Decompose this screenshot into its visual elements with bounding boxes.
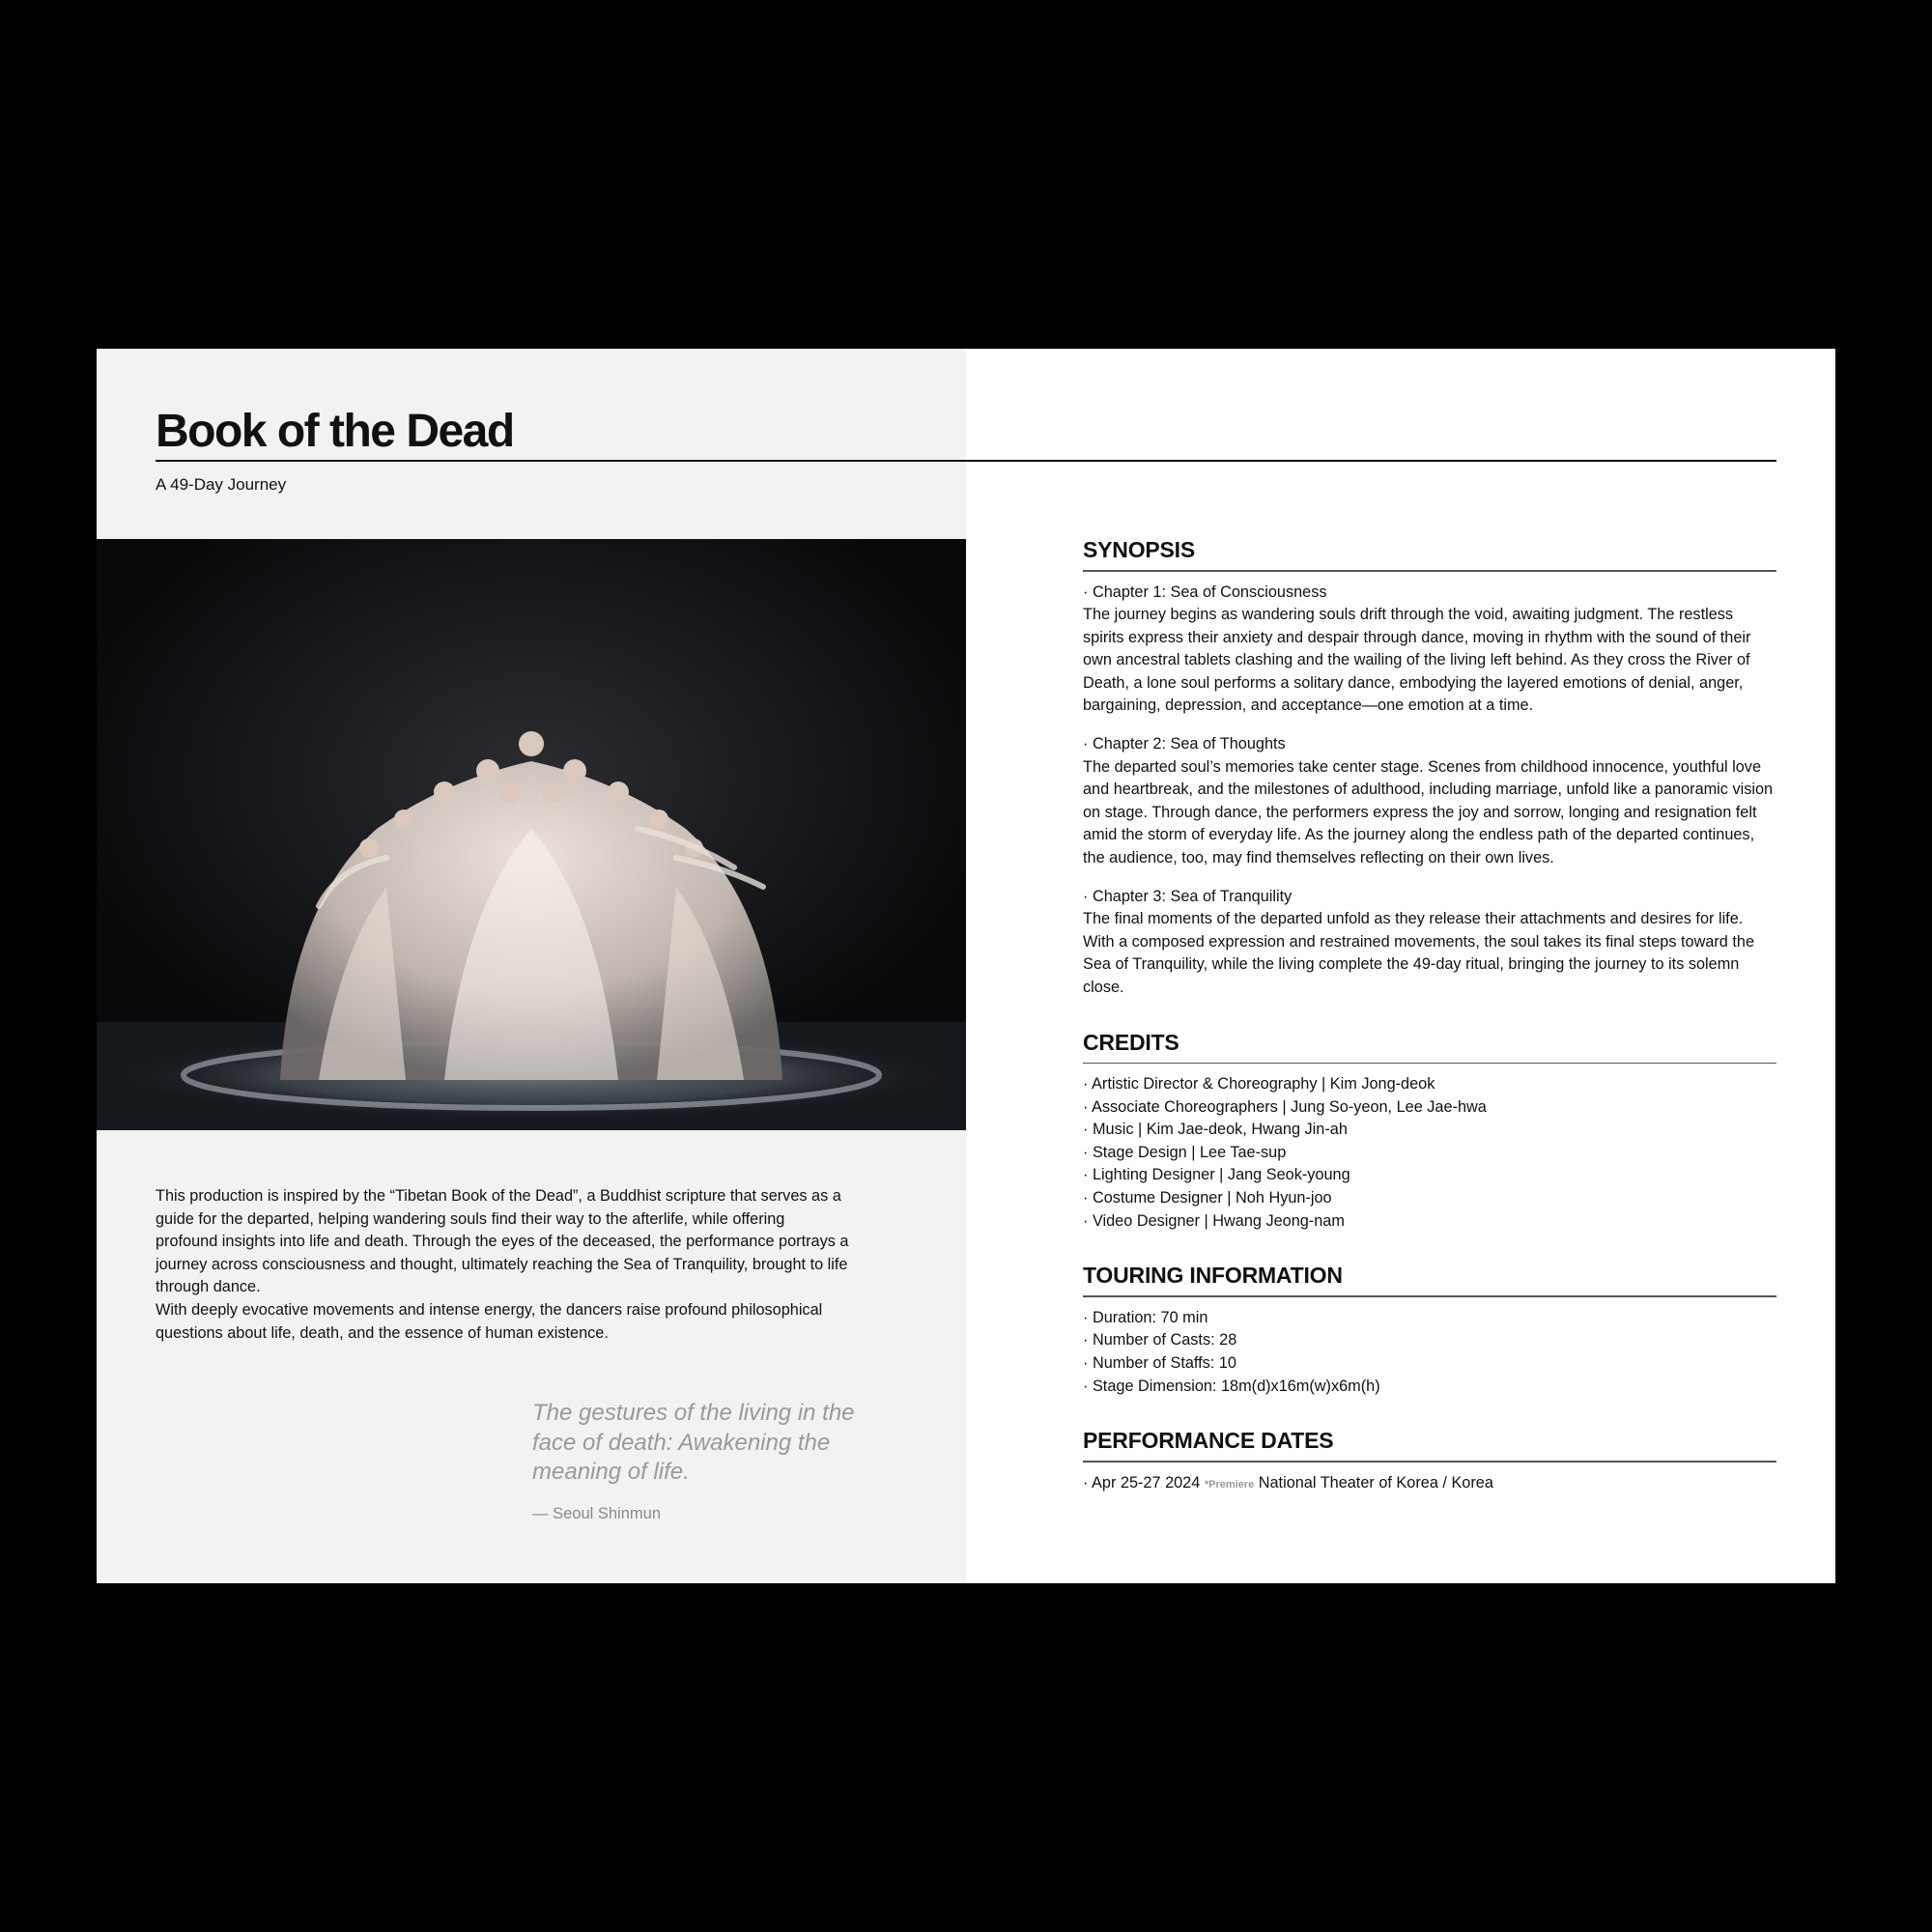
- list-item: · Costume Designer | Noh Hyun-joo: [1083, 1189, 1332, 1208]
- date-value: · Apr 25-27 2024: [1083, 1473, 1201, 1492]
- chapter-item: [1083, 733, 1776, 870]
- credits-section: [1083, 1029, 1776, 1234]
- synopsis-section: [1083, 536, 1776, 1000]
- credits-heading: CREDITS: [1083, 1029, 1179, 1055]
- list-item: · Number of Casts: 28: [1083, 1331, 1237, 1350]
- touring-section: [1083, 1262, 1776, 1398]
- venue-value: National Theater of Korea / Korea: [1258, 1473, 1493, 1492]
- chapter-text: The final moments of the departed unfold as they release their attachments and desires for life. With a composed expression and restrained movements, the soul takes its final steps toward the Sea of Tranquility, while the living complete the 49-day ritual, bringing the journey to its solemn close.: [1083, 910, 1755, 996]
- press-quote: The gestures of the living in the face of death: Awakening the meaning of life.: [532, 1400, 855, 1485]
- date-entry: [1083, 1472, 1776, 1497]
- dates-heading: PERFORMANCE DATES: [1083, 1428, 1334, 1454]
- chapter-item: [1083, 886, 1776, 1000]
- list-item: · Associate Choreographers | Jung So-yeon, Lee Jae-hwa: [1083, 1097, 1487, 1116]
- intro-text: [156, 1185, 851, 1345]
- chapter-item: [1083, 582, 1776, 719]
- credits-divider: [1083, 1063, 1776, 1065]
- list-item: · Number of Staffs: 10: [1083, 1353, 1236, 1372]
- intro-paragraph-1: This production is inspired by the “Tibetan Book of the Dead”, a Buddhist scripture that serves as a guide for the departed, helping wandering souls find their way to the afterlife, while offering profound insights into life and death. Through the eyes of the deceased, the performance portrays a journey across consciousness and thought, ultimately reaching the Sea of Tranquility, brought to life through dance.: [156, 1187, 849, 1296]
- dates-divider: [1083, 1461, 1776, 1463]
- chapter-text: The departed soul’s memories take center stage. Scenes from childhood innocence, youthful love and heartbreak, and the milestones of adulthood, including marriage, unfold like a panoramic vision on stage. Through dance, the performers express the joy and sorrow, longing and resignation felt amid the storm of everyday life. As the journey along the endless path of the departed continues, the audience, too, may find themselves reflecting on their own lives.: [1083, 757, 1774, 867]
- touring-divider: [1083, 1295, 1776, 1297]
- chapter-text: The journey begins as wandering souls drift through the void, awaiting judgment. The restless spirits express their anxiety and despair through dance, moving in rhythm with the sound of their own ancestral tablets clashing and the wailing of the living left behind. As they cross the River of Death, a lone soul performs a solitary dance, embodying the layered emotions of denial, anger, bargaining, depression, and acceptance—one emotion at a time.: [1083, 606, 1751, 715]
- dates-list: [1083, 1472, 1776, 1497]
- left-page: [97, 349, 966, 1583]
- list-item: · Artistic Director & Choreography | Kim Jong-deok: [1083, 1075, 1435, 1094]
- touring-list: [1083, 1307, 1776, 1398]
- press-quote-source: — Seoul Shinmun: [532, 1505, 661, 1522]
- list-item: · Lighting Designer | Jang Seok-young: [1083, 1166, 1350, 1184]
- dancers-photo-icon: [97, 539, 966, 1130]
- credits-list: [1083, 1073, 1776, 1233]
- touring-heading: TOURING INFORMATION: [1083, 1263, 1343, 1289]
- list-item: · Music | Kim Jae-deok, Hwang Jin-ah: [1083, 1121, 1348, 1139]
- chapter-title: · Chapter 1: Sea of Consciousness: [1083, 582, 1327, 601]
- page-subtitle: A 49-Day Journey: [156, 475, 287, 494]
- premiere-tag: *Premiere: [1204, 1478, 1255, 1491]
- list-item: · Stage Design | Lee Tae-sup: [1083, 1143, 1287, 1161]
- intro-paragraph-2: With deeply evocative movements and intense energy, the dancers raise profound philosophical questions about life, death, and the essence of human existence.: [156, 1300, 823, 1342]
- right-page: [1083, 536, 1776, 1496]
- page-title: Book of the Dead: [156, 406, 514, 457]
- dates-section: [1083, 1427, 1776, 1496]
- synopsis-heading: SYNOPSIS: [1083, 537, 1195, 562]
- brochure-spread: [97, 349, 1835, 1583]
- chapter-title: · Chapter 3: Sea of Tranquility: [1083, 887, 1293, 905]
- dancers-photo: [97, 539, 966, 1130]
- synopsis-divider: [1083, 570, 1776, 572]
- title-divider: [156, 460, 1776, 462]
- list-item: · Video Designer | Hwang Jeong-nam: [1083, 1211, 1345, 1230]
- list-item: · Stage Dimension: 18m(d)x16m(w)x6m(h): [1083, 1377, 1380, 1395]
- list-item: · Duration: 70 min: [1083, 1308, 1208, 1326]
- chapter-title: · Chapter 2: Sea of Thoughts: [1083, 735, 1286, 753]
